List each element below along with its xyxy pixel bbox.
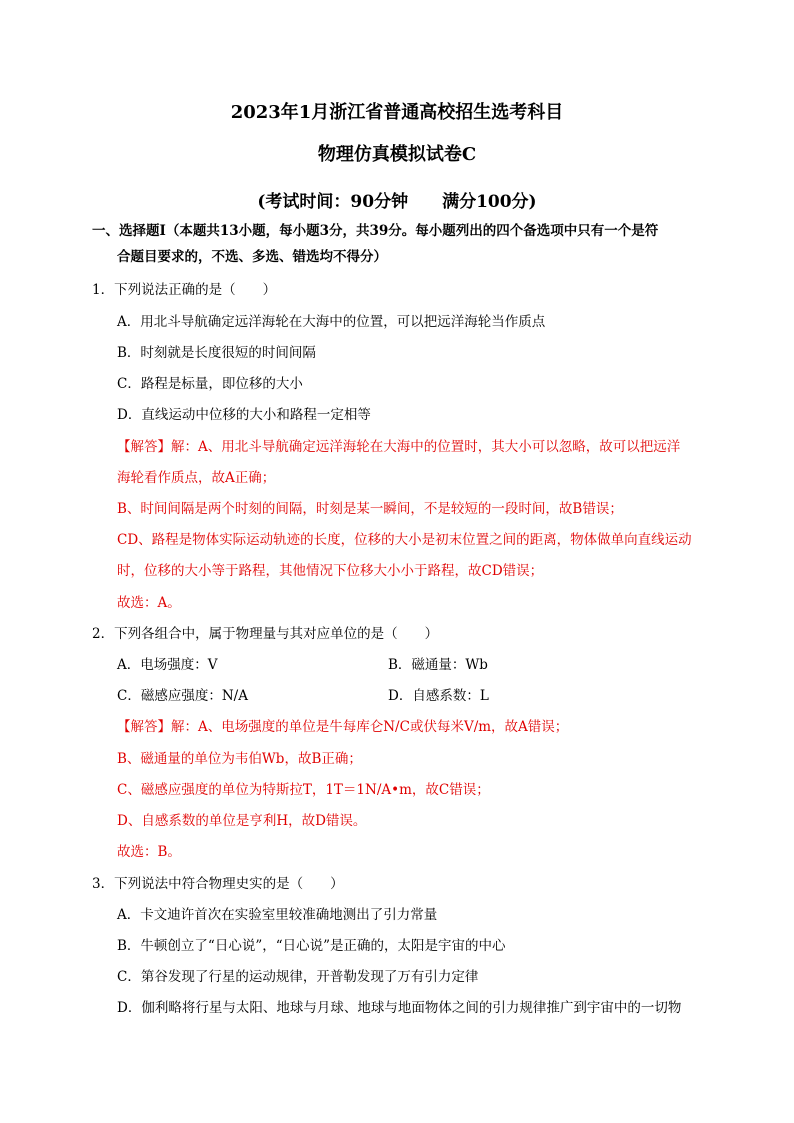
q2-answer-b: B、磁通量的单位为韦伯Wb，故B正确；	[117, 751, 362, 767]
q3-option-c: C．第谷发现了行星的运动规律，开普勒发现了万有引力定律	[117, 969, 479, 985]
q3-option-d: D．伽利略将行星与太阳、地球与月球、地球与地面物体之间的引力规律推广到宇宙中的一切物	[117, 1000, 682, 1016]
q2-answer-c: C、磁感应强度的单位为特斯拉T，1T＝1N/A•m，故C错误；	[117, 782, 490, 798]
q3-option-b: B．牛顿创立了“日心说”，“日心说”是正确的，太阳是宇宙的中心	[117, 938, 506, 954]
q1-option-d: D．直线运动中位移的大小和路程一定相等	[117, 407, 371, 423]
q2-answer-choice: 故选：B。	[117, 844, 181, 860]
q2-answer: 【解答】解：A、电场强度的单位是牛每库仑N/C或伏每米V/m，故A错误；	[117, 719, 569, 735]
q2-option-c: C．磁感应强度：N/A	[117, 688, 248, 704]
q2-option-d: D．自感系数：L	[388, 688, 489, 704]
q2-option-b: B．磁通量：Wb	[388, 657, 488, 673]
q1-answer-b: B、时间间隔是两个时刻的间隔，时刻是某一瞬间，不是较短的一段时间，故B错误；	[117, 501, 623, 517]
q1-answer-cont: 海轮看作质点，故A正确；	[117, 470, 276, 486]
exam-title: 2023年1月浙江省普通高校招生选考科目	[230, 102, 564, 123]
section-heading: 一、选择题Ⅰ（本题共13小题，每小题3分，共39分。每小题列出的四个备选项中只有一个是符	[92, 223, 659, 239]
q3-stem: 3．下列说法中符合物理史实的是（ ）	[92, 876, 344, 892]
q1-option-a: A．用北斗导航确定远洋海轮在大海中的位置，可以把远洋海轮当作质点	[117, 314, 546, 330]
q2-option-a: A．电场强度：V	[117, 657, 218, 673]
q1-answer-choice: 故选：A。	[117, 595, 181, 611]
exam-subtitle: 物理仿真模拟试卷C	[317, 144, 477, 165]
exam-info: (考试时间：90分钟 满分100分)	[257, 192, 537, 212]
section-heading-cont: 合题目要求的，不选、多选、错选均不得分）	[117, 249, 387, 265]
q1-option-c: C．路程是标量，即位移的大小	[117, 376, 303, 392]
q1-answer-cd-cont: 时，位移的大小等于路程，其他情况下位移大小小于路程，故CD错误；	[117, 563, 544, 579]
q1-answer-cd: CD、路程是物体实际运动轨迹的长度，位移的大小是初末位置之间的距离，物体做单向直线运动	[117, 532, 692, 548]
q1-stem: 1．下列说法正确的是（ ）	[92, 282, 277, 298]
q2-answer-d: D、自感系数的单位是亨利H，故D错误。	[117, 813, 367, 829]
q3-option-a: A．卡文迪许首次在实验室里较准确地测出了引力常量	[117, 907, 438, 923]
q2-stem: 2．下列各组合中，属于物理量与其对应单位的是（ ）	[92, 626, 439, 642]
q1-option-b: B．时刻就是长度很短的时间间隔	[117, 345, 316, 361]
q1-answer: 【解答】解：A、用北斗导航确定远洋海轮在大海中的位置时，其大小可以忽略，故可以把远洋	[117, 439, 681, 455]
